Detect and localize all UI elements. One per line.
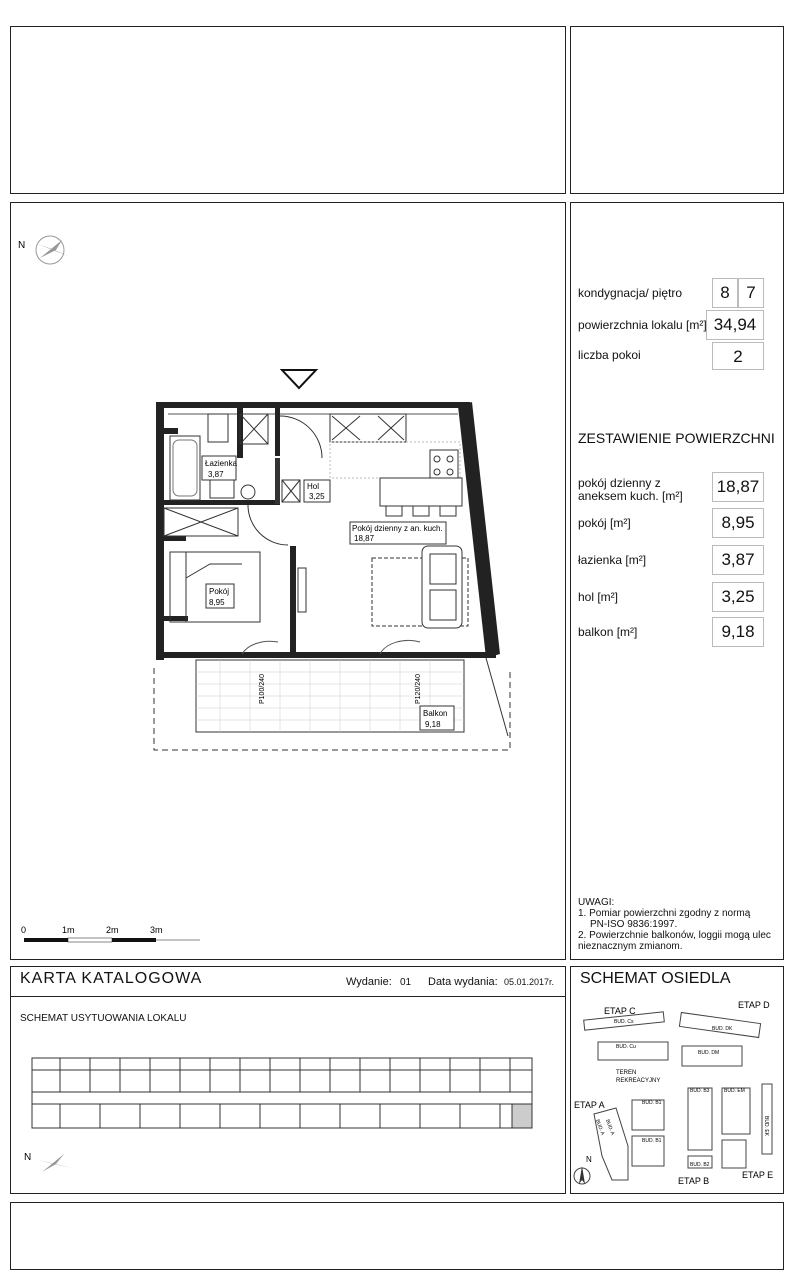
footer-panel bbox=[10, 1202, 784, 1270]
header-left-panel bbox=[10, 26, 566, 194]
window-tag-1: P100/240 bbox=[259, 674, 266, 704]
location-title: SCHEMAT USYTUOWANIA LOKALU bbox=[20, 1013, 187, 1024]
areas-heading: ZESTAWIENIE POWIERZCHNI bbox=[578, 430, 775, 446]
area-row-living-line1: pokój dzienny z bbox=[578, 476, 661, 490]
rooms-label: liczba pokoi bbox=[578, 348, 641, 362]
location-north-icon bbox=[24, 1152, 72, 1172]
area-row-balcony-label: balkon [m²] bbox=[578, 625, 638, 639]
room-bath-name: Łazienka bbox=[205, 459, 238, 468]
room-bath-area: 3,87 bbox=[208, 470, 224, 479]
building-b2: BUD. B2 bbox=[690, 1162, 710, 1168]
room-label-hall bbox=[304, 480, 330, 502]
room-room-area: 8,95 bbox=[209, 598, 225, 607]
stage-c: ETAP C bbox=[604, 1006, 636, 1016]
estate-map bbox=[572, 996, 782, 1192]
rooms-value: 2 bbox=[712, 342, 764, 370]
area-row-living-value: 18,87 bbox=[712, 472, 764, 502]
area-row-room-value: 8,95 bbox=[712, 508, 764, 538]
notes-line3: 2. Powierzchnie balkonów, loggii mogą ulec bbox=[578, 930, 771, 941]
stage-a: ETAP A bbox=[574, 1100, 605, 1110]
area-row-hall-value: 3,25 bbox=[712, 582, 764, 612]
entrance-marker-icon bbox=[282, 370, 316, 388]
room-balcony-name: Balkon bbox=[423, 709, 448, 718]
notes-line1: 1. Pomiar powierzchni zgodny z normą bbox=[578, 908, 751, 919]
building-b1-b: BUD. B1 bbox=[642, 1138, 662, 1144]
stage-b: ETAP B bbox=[678, 1176, 710, 1186]
scale-label-2: 2m bbox=[106, 925, 119, 935]
area-row-living-line2: aneksem kuch. [m²] bbox=[578, 489, 683, 503]
scale-label-0: 0 bbox=[21, 925, 27, 935]
building-dm: BUD. DM bbox=[698, 1050, 720, 1056]
building-em: BUD. EM bbox=[724, 1088, 745, 1094]
window-tag-2: P120/240 bbox=[415, 674, 422, 704]
room-living-area: 18,87 bbox=[354, 534, 375, 543]
stage-e: ETAP E bbox=[742, 1170, 774, 1180]
building-cs: BUD. Cs bbox=[614, 1019, 634, 1025]
room-label-room bbox=[206, 584, 234, 608]
storey-number: 7 bbox=[738, 278, 764, 308]
area-row-room-label: pokój [m²] bbox=[578, 516, 631, 530]
location-schema bbox=[20, 1050, 540, 1190]
location-north-letter: N bbox=[24, 1152, 32, 1163]
north-compass-icon bbox=[18, 236, 68, 264]
edition-label: Wydanie: bbox=[346, 976, 392, 988]
scale-label-3: 3m bbox=[150, 925, 163, 935]
room-label-bath bbox=[202, 456, 238, 480]
area-row-bath-value: 3,87 bbox=[712, 545, 764, 575]
floor-plan bbox=[10, 202, 566, 960]
scale-label-1: 1m bbox=[62, 925, 75, 935]
stage-d: ETAP D bbox=[738, 1000, 770, 1010]
estate-title: SCHEMAT OSIEDLA bbox=[580, 970, 731, 987]
building-a-1: BUD. A bbox=[594, 1118, 606, 1137]
estate-north-letter: N bbox=[586, 1155, 592, 1164]
floor-label: kondygnacja/ piętro bbox=[578, 286, 683, 300]
room-hall-name: Hol bbox=[307, 482, 320, 491]
date-label: Data wydania: bbox=[428, 976, 498, 988]
building-a-2: BUD. A bbox=[604, 1118, 616, 1137]
notes-line2: PN-ISO 9836:1997. bbox=[590, 919, 678, 930]
catalog-title: KARTA KATALOGOWA bbox=[20, 970, 203, 987]
building-cu: BUD. Cu bbox=[616, 1044, 636, 1050]
area-value: 34,94 bbox=[706, 310, 764, 340]
room-living-name: Pokój dzienny z an. kuch. bbox=[352, 524, 443, 533]
room-hall-area: 3,25 bbox=[309, 492, 325, 501]
header-right-panel bbox=[570, 26, 784, 194]
building-ek: BUD. EK bbox=[763, 1116, 769, 1137]
room-label-balcony bbox=[420, 706, 454, 730]
scale-bar bbox=[21, 925, 200, 942]
building-dk: BUD. DK bbox=[712, 1026, 733, 1032]
room-room-name: Pokój bbox=[209, 587, 230, 596]
room-balcony-area: 9,18 bbox=[425, 720, 441, 729]
area-row-balcony-value: 9,18 bbox=[712, 617, 764, 647]
notes-line4: nieznacznym zmianom. bbox=[578, 941, 683, 952]
recreation-line1: TEREN bbox=[616, 1070, 637, 1076]
building-b1-a: BUD. B1 bbox=[642, 1100, 662, 1106]
plan-north-letter: N bbox=[18, 240, 26, 251]
date-value: 05.01.2017r. bbox=[504, 977, 555, 987]
edition-value: 01 bbox=[400, 977, 412, 988]
recreation-line2: REKREACYJNY bbox=[616, 1078, 661, 1084]
notes-title: UWAGI: bbox=[578, 897, 615, 908]
area-row-hall-label: hol [m²] bbox=[578, 590, 619, 604]
room-label-living bbox=[350, 522, 446, 544]
area-label: powierzchnia lokalu [m²] bbox=[578, 318, 707, 332]
floor-number: 8 bbox=[712, 278, 738, 308]
building-b3: BUD. B3 bbox=[690, 1088, 710, 1094]
estate-north-icon bbox=[574, 1155, 592, 1184]
area-row-bath-label: łazienka [m²] bbox=[578, 553, 647, 567]
highlighted-unit bbox=[512, 1104, 532, 1128]
